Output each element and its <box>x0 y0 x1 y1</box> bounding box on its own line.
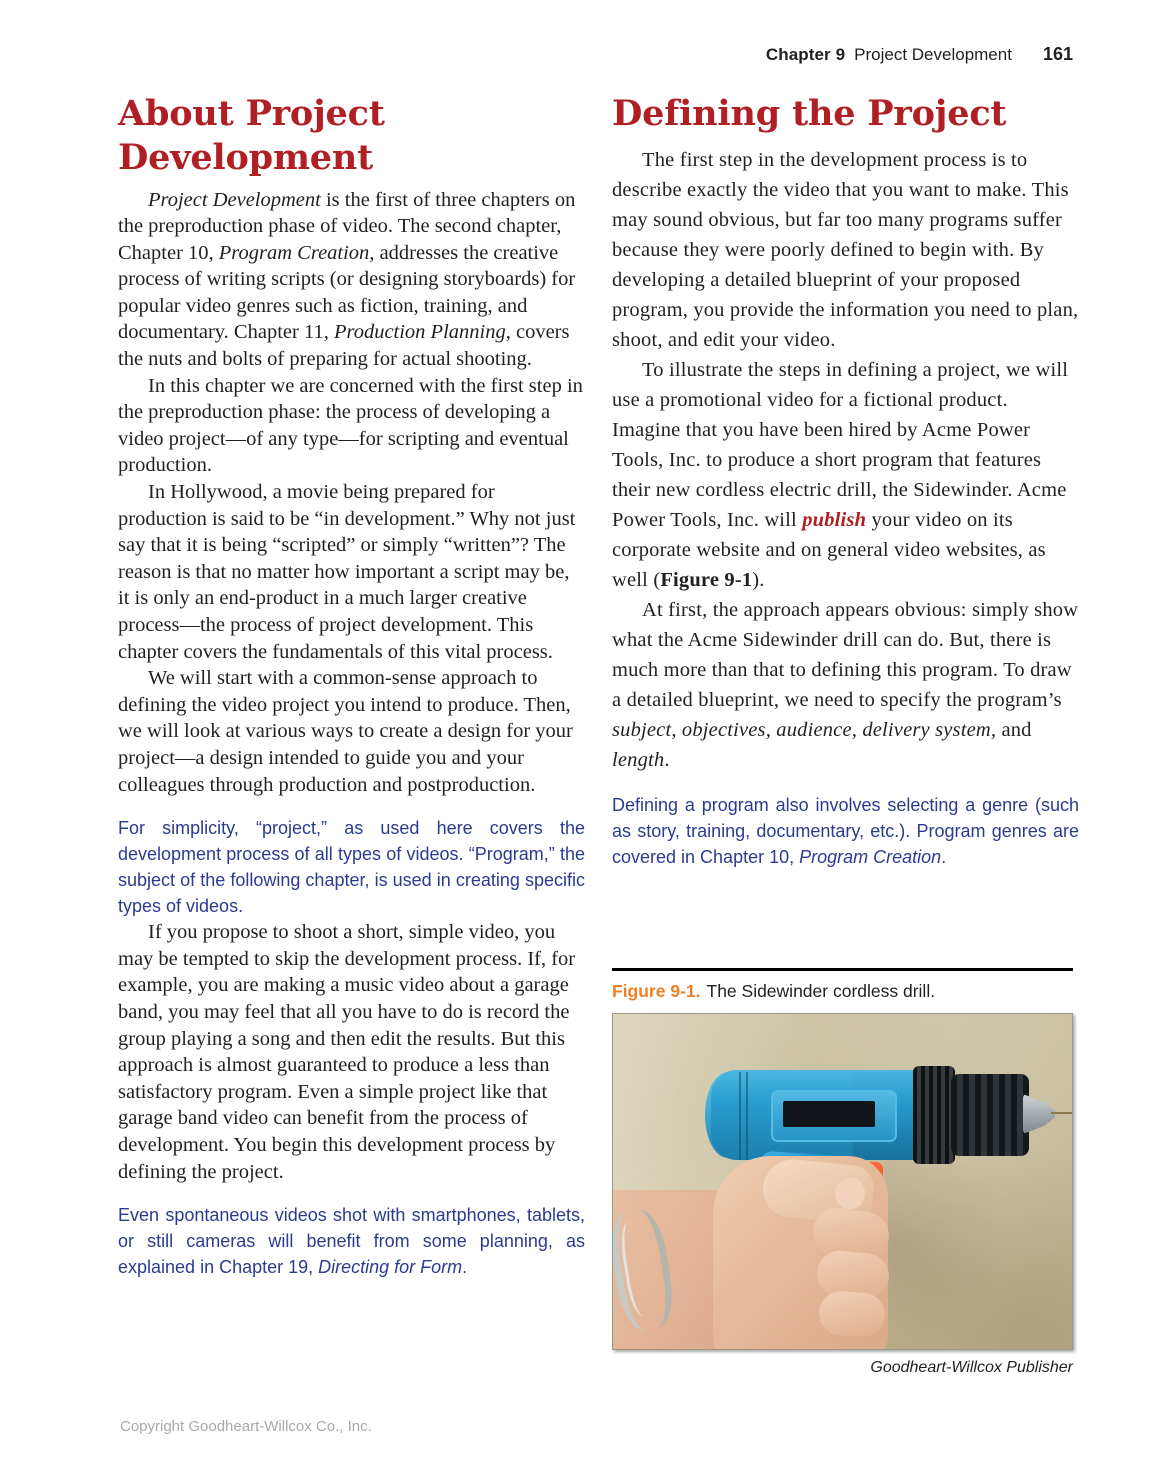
paragraph-text-part-2: and <box>996 718 1032 741</box>
paragraph-text-part-3: . <box>664 748 670 771</box>
figure-caption-text: The Sidewinder cordless drill. <box>706 981 936 1001</box>
running-head <box>0 44 1073 65</box>
note-defining-a-program <box>612 792 1079 870</box>
italic-program-creation: Program Creation <box>218 241 370 264</box>
key-term-publish: publish <box>802 508 867 531</box>
note-text-part-2: . <box>941 846 947 867</box>
page-number: 161 <box>1042 44 1073 64</box>
photo-drill-bit <box>1051 1112 1073 1114</box>
paragraph-to-illustrate <box>612 355 1079 595</box>
paragraph-text-part-3: ). <box>752 568 765 591</box>
photo-finger-ring <box>818 1290 887 1338</box>
italic-specification-list: subject, objectives, audience, delivery system, <box>612 718 997 741</box>
figure-reference: Figure 9-1 <box>660 568 753 591</box>
italic-length: length <box>612 748 665 771</box>
paragraph-if-you-propose: If you propose to shoot a short, simple video, you may be tempted to skip the development process. If, for example, you are making a music video about a garage band, you may feel that all you have to do is record the group playing a song and then edit the results. But this approach is almost guaranteed to produce a less than satisfactory program. Even a simple project like that garage band video can benefit from the process of development. You begin this development process by defining the project. <box>118 921 576 1183</box>
figure-credit: Goodheart-Willcox Publisher <box>870 1359 1073 1376</box>
figure-caption-label: Figure 9-1. <box>612 981 701 1001</box>
note-text-part-1: Defining a program also involves selecting a genre (such as story, training, documentary, etc.). Program genres are covered in Chapter 10, <box>612 794 1079 867</box>
paragraph-first-step: The first step in the development process is to describe exactly the video that you want to make. This may sound obvious, but far too many programs suffer because they were poorly defined to begin with. By developing a detailed blueprint of your proposed program, you provide the information you need to plan, shoot, and edit your video. <box>612 148 1079 351</box>
paragraph-project-development-intro <box>118 187 585 373</box>
running-head-chapter: Chapter 9 <box>765 45 846 64</box>
figure-divider-rule <box>612 968 1073 971</box>
left-column <box>118 92 585 1280</box>
paragraph-we-will-start: We will start with a common-sense approach to defining the video project you intend to produce. Then, we will look at various ways to create a design for your project—a design intended to guide you and your colleagues through production and postproduction. <box>118 667 573 796</box>
photo-drill-label-window <box>783 1101 875 1127</box>
right-column <box>612 92 1079 870</box>
figure-9-1 <box>612 968 1073 1377</box>
paragraph-text-part-1: To illustrate the steps in defining a project, we will use a promotional video for a fictional product. Imagine that you have been hired by Acme Power Tools, Inc. to produce a short program that features their new cordless electric drill, the Sidewinder. Acme Power Tools, Inc. will <box>612 358 1069 531</box>
photo-drill-clutch-collar <box>913 1066 955 1164</box>
paragraph-text-part-3: , covers the nuts and bolts of preparing for actual shooting. <box>118 321 570 371</box>
note-text-part-2: . <box>462 1257 468 1278</box>
paragraph-text-part-1: is the first of three chapters on the preproduction phase of video. The second chapter, Chapter 10, <box>118 188 576 264</box>
italic-directing-for-form: Directing for Form <box>318 1257 463 1278</box>
photo-drill-seam-line-2 <box>746 1072 748 1160</box>
running-head-title: Project Development <box>854 45 1012 64</box>
photo-drill-seam-line-1 <box>739 1072 741 1160</box>
italic-project-development: Project Development <box>148 188 321 211</box>
figure-photo-cordless-drill <box>612 1013 1073 1350</box>
note-even-spontaneous-videos <box>118 1202 585 1280</box>
section-heading-defining-the-project: Defining the Project <box>612 93 1007 134</box>
footer-copyright: Copyright Goodheart-Willcox Co., Inc. <box>120 1418 372 1435</box>
paragraph-text-part-2: your video on its corporate website and on general video websites, as well ( <box>612 508 1046 591</box>
figure-caption <box>612 980 1073 1002</box>
italic-program-creation: Program Creation <box>799 846 942 867</box>
italic-production-planning: Production Planning <box>333 321 506 344</box>
paragraph-text-part-2: , addresses the creative process of writing scripts (or designing storyboards) for popular video genres such as fiction, training, and documentary. Chapter 11, <box>118 241 576 344</box>
note-text-part-1: Even spontaneous videos shot with smartphones, tablets, or still cameras will benefit from some planning, as explained in Chapter 19, <box>118 1205 585 1278</box>
note-for-simplicity: For simplicity, “project,” as used here covers the development process of all types of videos. “Program,” the subject of the following chapter, is used in creating specific types of videos. <box>118 818 585 917</box>
paragraph-text-part-1: At first, the approach appears obvious: simply show what the Acme Sidewinder drill can do. But, there is much more than that to defining this program. To draw a detailed blueprint, we need to specify the program’s <box>612 598 1079 711</box>
photo-drill-chuck <box>951 1074 1029 1156</box>
paragraph-in-hollywood: In Hollywood, a movie being prepared for production is said to be “in development.” Why not just say that it is being “scripted” or simply “written”? The reason is that no matter how important a script may be, it is only an end-product in a much larger creative process—the process of project development. This chapter covers the fundamentals of this vital process. <box>118 481 576 663</box>
paragraph-in-this-chapter: In this chapter we are concerned with the first step in the preproduction phase: the process of developing a video project—of any type—for scripting and eventual production. <box>118 374 583 477</box>
paragraph-at-first <box>612 595 1079 775</box>
section-heading-about-project-development: About Project Development <box>118 93 385 178</box>
